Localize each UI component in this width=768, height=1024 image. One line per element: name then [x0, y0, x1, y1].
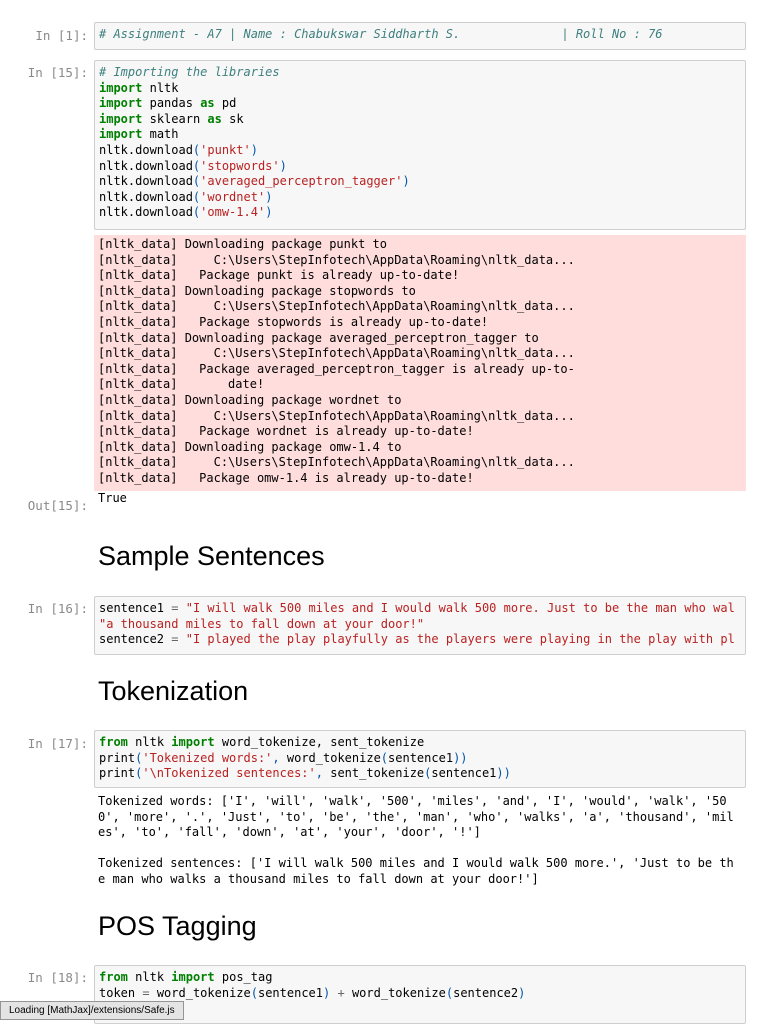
code-string: 'Tokenized words:' — [142, 750, 273, 765]
output-line: Tokenized words: ['I', 'will', 'walk', '500', 'miles', 'and', 'I', 'would', 'walk', '50 — [98, 794, 727, 808]
stderr-line: [nltk_data] Downloading package stopwords to — [98, 283, 416, 298]
input-prompt: In [1]: — [35, 28, 88, 43]
code-string: 'punkt' — [200, 142, 251, 157]
code-token: sentence1 — [257, 985, 324, 1000]
code-string: "I played the play playfully as the players were playing in the play with pl — [185, 632, 735, 647]
code-keyword: from — [99, 970, 128, 984]
code-token: sentence2 — [453, 985, 519, 1000]
code-string: 'omw-1.4' — [200, 205, 266, 220]
code-token: sent_tokenize — [330, 766, 425, 781]
code-comment: # Assignment - A7 | Name : Chabukswar Siddharth S. | Roll No : 76 — [99, 27, 663, 41]
code-input[interactable]: sentence1 = "I will walk 500 miles and I would walk 500 more. Just to be the man who wal "a thousand miles to fall down at your door!" sentence2 = "I played the play playfully as the players were playing in the play with pl — [94, 596, 746, 655]
code-token: word_tokenize — [351, 985, 446, 1000]
code-token: sentence1 — [99, 601, 165, 615]
output-line: 0', 'more', '.', 'Just', 'to', 'be', 'the', 'man', 'who', 'walks', 'a', 'thousand', 'mil — [98, 809, 734, 824]
code-string: '\nTokenized sentences:' — [142, 766, 316, 781]
stderr-line: [nltk_data] Downloading package punkt to — [98, 237, 387, 251]
code-token: word_tokenize, sent_tokenize — [221, 735, 425, 749]
stderr-line: [nltk_data] Downloading package omw-1.4 to — [98, 439, 402, 454]
stderr-line: [nltk_data] C:\Users\StepInfotech\AppData\Roaming\nltk_data... — [98, 299, 575, 314]
code-input[interactable]: from nltk import word_tokenize, sent_tokenize print('Tokenized words:', word_tokenize(sentence1)) print('\nTokenized sentences:', sent_tokenize(sentence1)) — [94, 730, 746, 788]
code-string: 'averaged_perceptron_tagger' — [200, 174, 403, 189]
code-token: nltk — [135, 735, 165, 749]
stderr-line: [nltk_data] C:\Users\StepInfotech\AppData\Roaming\nltk_data... — [98, 346, 575, 361]
stdout-output — [98, 794, 746, 888]
code-string: "a thousand miles to fall down at your door!" — [99, 616, 425, 631]
code-keyword: import — [171, 735, 215, 749]
code-token: pd — [221, 96, 237, 111]
code-token: nltk.download — [99, 189, 193, 204]
output-line: e man who walks a thousand miles to fall down at your door!'] — [98, 871, 539, 886]
code-string: "I will walk 500 miles and I would walk 500 more. Just to be the man who wal — [185, 601, 735, 615]
output-line: es', 'to', 'fall', 'down', 'at', 'your', 'door', '!'] — [98, 825, 481, 840]
input-prompt: In [15]: — [27, 65, 88, 80]
output-prompt: Out[15]: — [27, 498, 88, 513]
code-token: sk — [229, 111, 244, 126]
output-line: Tokenized sentences: ['I will walk 500 miles and I would walk 500 more.', 'Just to be th — [98, 856, 734, 871]
input-prompt: In [16]: — [27, 601, 88, 616]
code-token: sentence1 — [388, 750, 454, 765]
code-token: pandas — [149, 96, 193, 111]
input-prompt: In [17]: — [27, 736, 88, 751]
code-token: sklearn — [149, 111, 201, 126]
code-token: print — [99, 766, 136, 781]
markdown-heading-pos-tagging: POS Tagging — [98, 911, 257, 941]
code-comment: # Importing the libraries — [99, 65, 280, 79]
stderr-line: [nltk_data] C:\Users\StepInfotech\AppData\Roaming\nltk_data... — [98, 408, 575, 423]
stderr-line: [nltk_data] Package punkt is already up-to-date! — [98, 268, 460, 283]
code-token: nltk — [149, 80, 179, 95]
code-input[interactable]: # Importing the libraries import nltk import pandas as pd import sklearn as sk import math nltk.download('punkt') nltk.download('stopwords') nltk.download('averaged_perceptron_tagger') nltk.download('wordnet') nltk.download('omw-1.4') — [94, 60, 746, 230]
code-token: sentence1 — [431, 766, 497, 781]
markdown-heading-sample-sentences: Sample Sentences — [98, 541, 325, 571]
code-token: word_tokenize — [286, 750, 381, 765]
input-prompt: In [18]: — [27, 970, 88, 985]
output-value: True — [98, 491, 127, 505]
code-token: print — [99, 750, 136, 765]
code-token: nltk.download — [99, 142, 193, 157]
code-string: 'stopwords' — [200, 158, 280, 173]
stderr-output — [94, 235, 746, 491]
code-token: word_tokenize — [156, 985, 251, 1000]
code-input[interactable]: from nltk import pos_tag token = word_tokenize(sentence1) + word_tokenize(sentence2) — [94, 965, 746, 1024]
code-token: nltk.download — [99, 205, 193, 220]
stderr-line: [nltk_data] Package omw-1.4 is already up-to-date! — [98, 470, 474, 485]
stderr-line: [nltk_data] Downloading package averaged_perceptron_tagger to — [98, 330, 539, 345]
code-string: 'wordnet' — [200, 189, 266, 204]
stderr-line: [nltk_data] Downloading package wordnet to — [98, 392, 402, 407]
code-token: nltk.download — [99, 158, 193, 173]
stderr-line: [nltk_data] Package wordnet is already up-to-date! — [98, 424, 474, 439]
code-token: math — [149, 127, 179, 142]
code-keyword: import — [171, 970, 215, 984]
code-token: nltk — [135, 970, 165, 984]
stderr-line: [nltk_data] Package stopwords is already up-to-date! — [98, 314, 489, 329]
stderr-line: [nltk_data] date! — [98, 377, 265, 392]
mathjax-loading-status: Loading [MathJax]/extensions/Safe.js — [0, 1001, 184, 1020]
code-token: nltk.download — [99, 174, 193, 189]
code-input[interactable] — [94, 22, 746, 50]
code-token: pos_tag — [221, 970, 273, 984]
code-token: sentence2 — [99, 632, 165, 647]
code-token: token — [99, 985, 136, 1000]
code-keyword: from — [99, 735, 128, 749]
stderr-line: [nltk_data] Package averaged_perceptron_tagger is already up-to- — [98, 361, 575, 376]
stderr-line: [nltk_data] C:\Users\StepInfotech\AppData\Roaming\nltk_data... — [98, 252, 575, 267]
stderr-line: [nltk_data] C:\Users\StepInfotech\AppData\Roaming\nltk_data... — [98, 455, 575, 470]
markdown-heading-tokenization: Tokenization — [98, 676, 249, 706]
